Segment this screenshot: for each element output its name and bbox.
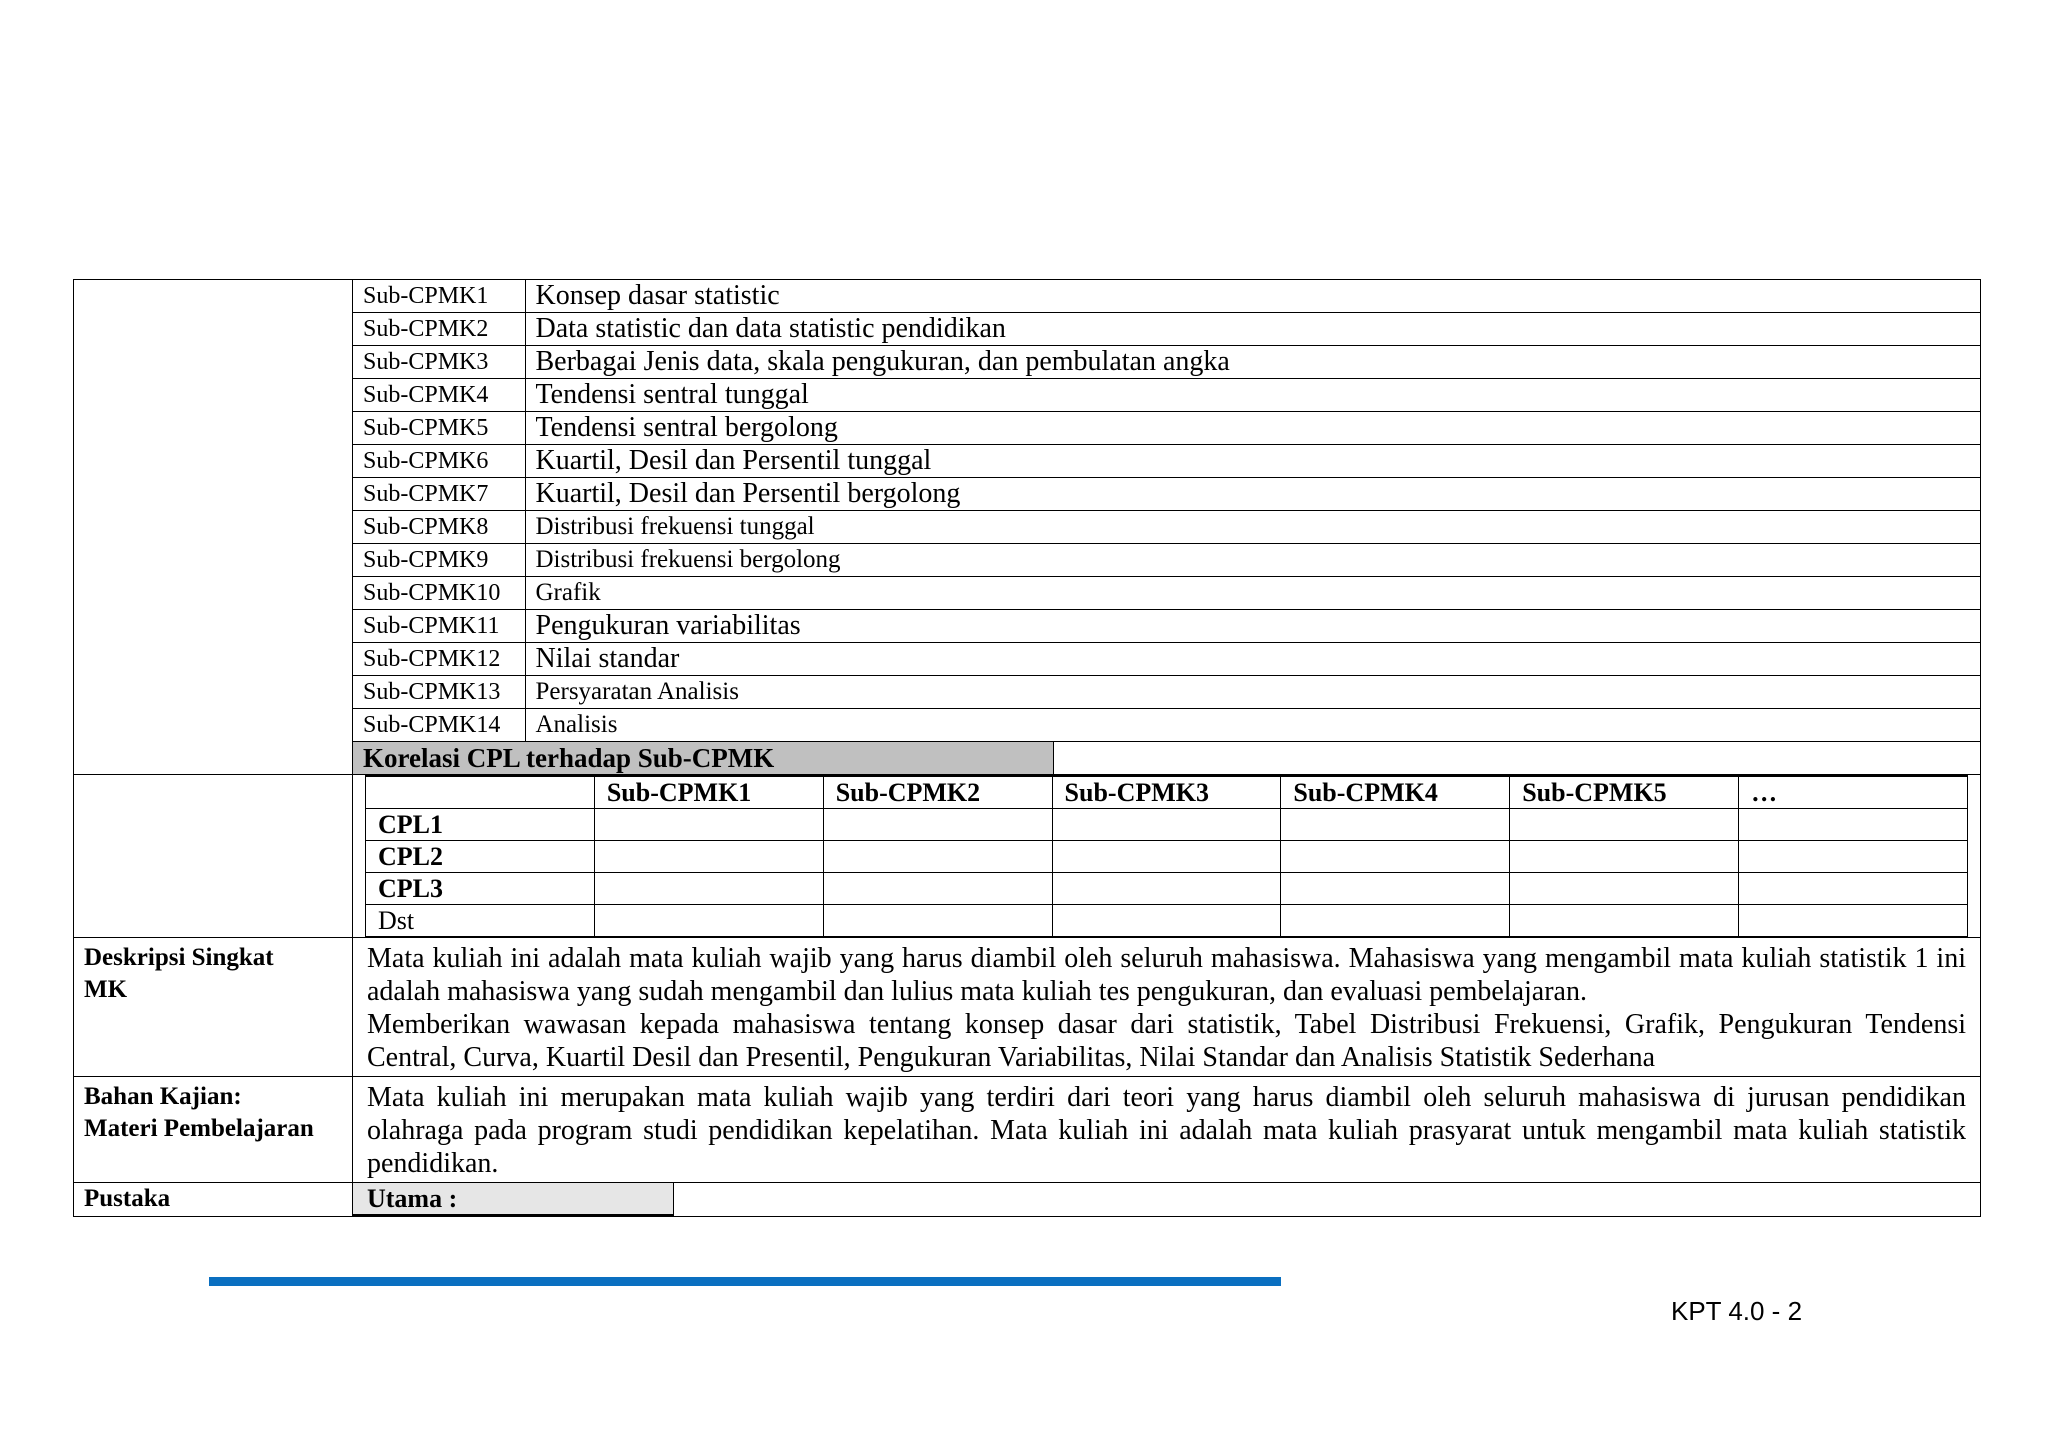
- matrix-row-label: CPL2: [366, 841, 595, 873]
- sub-cpmk-desc: Tendensi sentral bergolong: [525, 412, 1980, 445]
- matrix-col-header: Sub-CPMK4: [1281, 776, 1510, 809]
- matrix-cell: [1510, 809, 1739, 841]
- matrix-cell: [1510, 873, 1739, 905]
- sub-cpmk-code: Sub-CPMK6: [353, 445, 525, 478]
- korelasi-label-cell: [74, 775, 353, 938]
- matrix-row: [366, 873, 1968, 905]
- matrix-cell: [1510, 841, 1739, 873]
- matrix-col-header: Sub-CPMK5: [1510, 776, 1739, 809]
- sub-cpmk-cell: [353, 280, 1981, 775]
- sub-cpmk-desc: Distribusi frekuensi tunggal: [525, 511, 1980, 544]
- bahan-kajian-row: [74, 1077, 1981, 1183]
- matrix-header-row: [366, 776, 1968, 809]
- sub-cpmk-item: [353, 346, 1980, 379]
- sub-cpmk-item: [353, 379, 1980, 412]
- matrix-row-label: Dst: [366, 905, 595, 937]
- sub-cpmk-code: Sub-CPMK12: [353, 643, 525, 676]
- matrix-cell: [1052, 809, 1281, 841]
- sub-cpmk-label-cell: [74, 280, 353, 775]
- sub-cpmk-desc: Pengukuran variabilitas: [525, 610, 1980, 643]
- matrix-cell: [1739, 841, 1968, 873]
- sub-cpmk-desc: Nilai standar: [525, 643, 1980, 676]
- matrix-cell: [1739, 873, 1968, 905]
- sub-cpmk-item: [353, 478, 1980, 511]
- matrix-cell: [823, 905, 1052, 937]
- korelasi-row: [74, 775, 1981, 938]
- matrix-cell: [1281, 809, 1510, 841]
- matrix-cell: [823, 809, 1052, 841]
- sub-cpmk-item: [353, 445, 1980, 478]
- sub-cpmk-desc: Kuartil, Desil dan Persentil bergolong: [525, 478, 1980, 511]
- matrix-col-header: Sub-CPMK3: [1052, 776, 1281, 809]
- matrix-cell: [1052, 841, 1281, 873]
- sub-cpmk-code: Sub-CPMK8: [353, 511, 525, 544]
- sub-cpmk-item: [353, 511, 1980, 544]
- page-number: KPT 4.0 - 2: [1671, 1296, 1803, 1326]
- sub-cpmk-item: [353, 544, 1980, 577]
- korelasi-cell: [353, 775, 1981, 938]
- deskripsi-paragraph-2: Memberikan wawasan kepada mahasiswa tentang konsep dasar dari statistik, Tabel Distribusi Frekuensi, Grafik, Pengukuran Tendensi Central, Curva, Kuartil Desil dan Presentil, Pengukuran Variabilitas, Nilai Standar dan Analisis Statistik Sederhana: [367, 1009, 1966, 1073]
- korelasi-matrix: [365, 775, 1968, 937]
- deskripsi-label-line1: Deskripsi Singkat: [84, 944, 274, 971]
- matrix-cell: [823, 841, 1052, 873]
- matrix-cell: [594, 841, 823, 873]
- pustaka-label: Pustaka: [74, 1183, 353, 1217]
- matrix-cell: [594, 873, 823, 905]
- sub-cpmk-row: [74, 280, 1981, 775]
- matrix-col-header: Sub-CPMK2: [823, 776, 1052, 809]
- sub-cpmk-item: [353, 313, 1980, 346]
- sub-cpmk-code: Sub-CPMK5: [353, 412, 525, 445]
- sub-cpmk-code: Sub-CPMK13: [353, 676, 525, 709]
- matrix-cell: [594, 905, 823, 937]
- sub-cpmk-code: Sub-CPMK3: [353, 346, 525, 379]
- sub-cpmk-desc: Persyaratan Analisis: [525, 676, 1980, 709]
- matrix-cell: [1510, 905, 1739, 937]
- pustaka-table: [353, 1183, 1980, 1216]
- matrix-cell: [823, 873, 1052, 905]
- matrix-cell: [1281, 841, 1510, 873]
- sub-cpmk-desc: Analisis: [525, 709, 1980, 742]
- sub-cpmk-desc: Kuartil, Desil dan Persentil tunggal: [525, 445, 1980, 478]
- pustaka-row: [74, 1183, 1981, 1217]
- pustaka-cell: [353, 1183, 1981, 1217]
- sub-cpmk-table: [353, 280, 1980, 774]
- matrix-row: [366, 905, 1968, 937]
- matrix-cell: [594, 809, 823, 841]
- matrix-cell: [1739, 905, 1968, 937]
- sub-cpmk-desc: Berbagai Jenis data, skala pengukuran, dan pembulatan angka: [525, 346, 1980, 379]
- matrix-row-label: CPL1: [366, 809, 595, 841]
- matrix-row-label: CPL3: [366, 873, 595, 905]
- bahan-kajian-label-line2: Materi Pembelajaran: [84, 1115, 314, 1142]
- deskripsi-row: [74, 938, 1981, 1077]
- sub-cpmk-desc: Distribusi frekuensi bergolong: [525, 544, 1980, 577]
- pustaka-blank: [674, 1183, 1981, 1215]
- sub-cpmk-item: [353, 676, 1980, 709]
- bahan-kajian-text: [353, 1077, 1981, 1183]
- sub-cpmk-code: Sub-CPMK9: [353, 544, 525, 577]
- sub-cpmk-code: Sub-CPMK1: [353, 280, 525, 313]
- korelasi-header-row: [353, 742, 1980, 775]
- sub-cpmk-item: [353, 610, 1980, 643]
- sub-cpmk-desc: Data statistic dan data statistic pendidikan: [525, 313, 1980, 346]
- bahan-kajian-paragraph: Mata kuliah ini merupakan mata kuliah wajib yang terdiri dari teori yang harus diambil oleh seluruh mahasiswa di jurusan pendidikan olahraga pada program studi pendidikan kepelatihan. Mata kuliah ini adalah mata kuliah prasyarat untuk mengambil mata kuliah statistik pendidikan.: [367, 1082, 1966, 1179]
- footer-divider: [209, 1277, 1281, 1286]
- sub-cpmk-item: [353, 577, 1980, 610]
- matrix-cell: [1052, 905, 1281, 937]
- matrix-row: [366, 841, 1968, 873]
- pustaka-utama: Utama :: [353, 1183, 674, 1215]
- bahan-kajian-label-line1: Bahan Kajian:: [84, 1083, 242, 1110]
- sub-cpmk-desc: Tendensi sentral tunggal: [525, 379, 1980, 412]
- sub-cpmk-code: Sub-CPMK4: [353, 379, 525, 412]
- sub-cpmk-code: Sub-CPMK2: [353, 313, 525, 346]
- sub-cpmk-desc: Konsep dasar statistic: [525, 280, 1980, 313]
- deskripsi-text: [353, 938, 1981, 1077]
- sub-cpmk-item: [353, 709, 1980, 742]
- sub-cpmk-code: Sub-CPMK7: [353, 478, 525, 511]
- rps-document: [73, 279, 1981, 1217]
- sub-cpmk-code: Sub-CPMK10: [353, 577, 525, 610]
- matrix-col-header: Sub-CPMK1: [594, 776, 823, 809]
- course-plan-table: [73, 279, 1981, 1217]
- bahan-kajian-label: [74, 1077, 353, 1183]
- sub-cpmk-item: [353, 280, 1980, 313]
- matrix-row: [366, 809, 1968, 841]
- matrix-corner: [366, 776, 595, 809]
- matrix-cell: [1281, 905, 1510, 937]
- sub-cpmk-item: [353, 643, 1980, 676]
- deskripsi-label-line2: MK: [84, 976, 128, 1003]
- deskripsi-paragraph-1: Mata kuliah ini adalah mata kuliah wajib yang harus diambil oleh seluruh mahasiswa. Mahasiswa yang mengambil mata kuliah statistik 1 ini adalah mahasiswa yang sudah mengambil dan lulius mata kuliah tes pengukuran, dan evaluasi pembelajaran.: [367, 943, 1966, 1007]
- matrix-cell: [1281, 873, 1510, 905]
- matrix-col-header: …: [1739, 776, 1968, 809]
- korelasi-blank: [1053, 742, 1980, 775]
- sub-cpmk-code: Sub-CPMK11: [353, 610, 525, 643]
- korelasi-title: Korelasi CPL terhadap Sub-CPMK: [353, 742, 1053, 775]
- sub-cpmk-desc: Grafik: [525, 577, 1980, 610]
- sub-cpmk-item: [353, 412, 1980, 445]
- matrix-cell: [1739, 809, 1968, 841]
- sub-cpmk-code: Sub-CPMK14: [353, 709, 525, 742]
- matrix-cell: [1052, 873, 1281, 905]
- deskripsi-label: [74, 938, 353, 1077]
